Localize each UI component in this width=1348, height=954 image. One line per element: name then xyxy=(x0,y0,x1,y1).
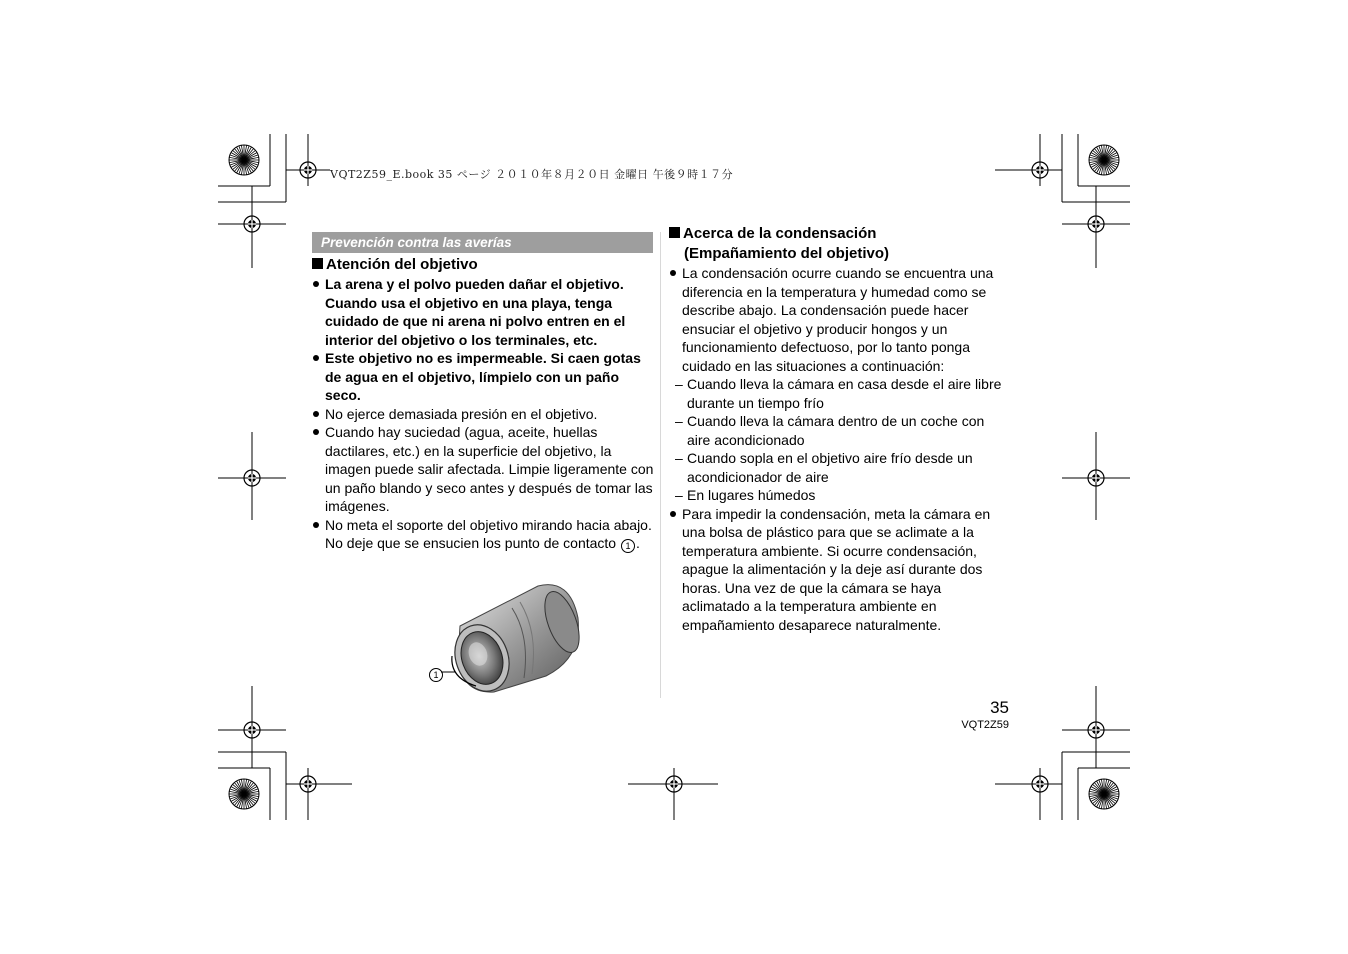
dash-item: – Cuando sopla en el objetivo aire frío desde un acondicionador de aire xyxy=(669,449,1011,486)
callout-number: 1 xyxy=(621,539,635,553)
dash-item: – Cuando lleva la cámara en casa desde el aire libre durante un tiempo frío xyxy=(669,375,1011,412)
callout-number: 1 xyxy=(429,668,443,682)
callout-leader-line xyxy=(441,666,481,680)
list-item: Cuando hay suciedad (agua, aceite, huellas dactilares, etc.) en la superficie del objetivo, la imagen puede salir afectada. Limpie ligeramente con un paño blando y seco antes y después de tomar las imágenes. xyxy=(312,423,654,516)
column-divider xyxy=(660,232,661,698)
lens-illustration xyxy=(420,578,590,698)
square-bullet-icon xyxy=(669,227,680,238)
right-heading xyxy=(669,224,889,264)
list-item-contacts xyxy=(312,516,654,554)
list-item-text: No meta el soporte del objetivo mirando hacia abajo. No deje que se ensucien los punto de contacto xyxy=(325,516,652,551)
left-heading-text: Atención del objetivo xyxy=(326,256,478,273)
dash-item: – Cuando lleva la cámara dentro de un coche con aire acondicionado xyxy=(669,412,1011,449)
page-number: 35 xyxy=(990,698,1009,717)
list-item: No ejerce demasiada presión en el objetivo. xyxy=(312,405,654,424)
square-bullet-icon xyxy=(312,258,323,269)
section-title: Prevención contra las averías xyxy=(312,232,653,253)
running-header: VQT2Z59_E.book 35 ページ ２０１０年８月２０日 金曜日 午後９時１７分 xyxy=(330,168,734,181)
sentence-end: . xyxy=(636,535,640,551)
list-item: La arena y el polvo pueden dañar el objetivo. Cuando usa el objetivo en una playa, tenga cuidado de que ni arena ni polvo entren en el interior del objetivo o los terminales, etc. xyxy=(312,275,654,349)
left-heading xyxy=(312,255,478,275)
right-heading-line1: Acerca de la condensación xyxy=(683,225,877,242)
left-column xyxy=(312,275,654,553)
document-code: VQT2Z59 xyxy=(961,719,1009,731)
dash-item: – En lugares húmedos xyxy=(669,486,1011,505)
right-column xyxy=(669,264,1011,634)
list-item: Este objetivo no es impermeable. Si caen gotas de agua en el objetivo, límpielo con un paño seco. xyxy=(312,349,654,405)
list-item: La condensación ocurre cuando se encuentra una diferencia en la temperatura y humedad como se describe abajo. La condensación puede hacer ensuciar el objetivo y producir hongos y un funcionamiento defectuoso, por lo tanto ponga cuidado en las situaciones a continuación: xyxy=(669,264,1011,375)
right-heading-line2: (Empañamiento del objetivo) xyxy=(684,245,890,262)
list-item: Para impedir la condensación, meta la cámara en una bolsa de plástico para que se aclimate a la temperatura ambiente. Si ocurre condensación, apague la alimentación y la deje así durante dos horas. Una vez de que la cámara se haya aclimatado a la temperatura ambiente en empañamiento desaparece naturalmente. xyxy=(669,505,1011,635)
